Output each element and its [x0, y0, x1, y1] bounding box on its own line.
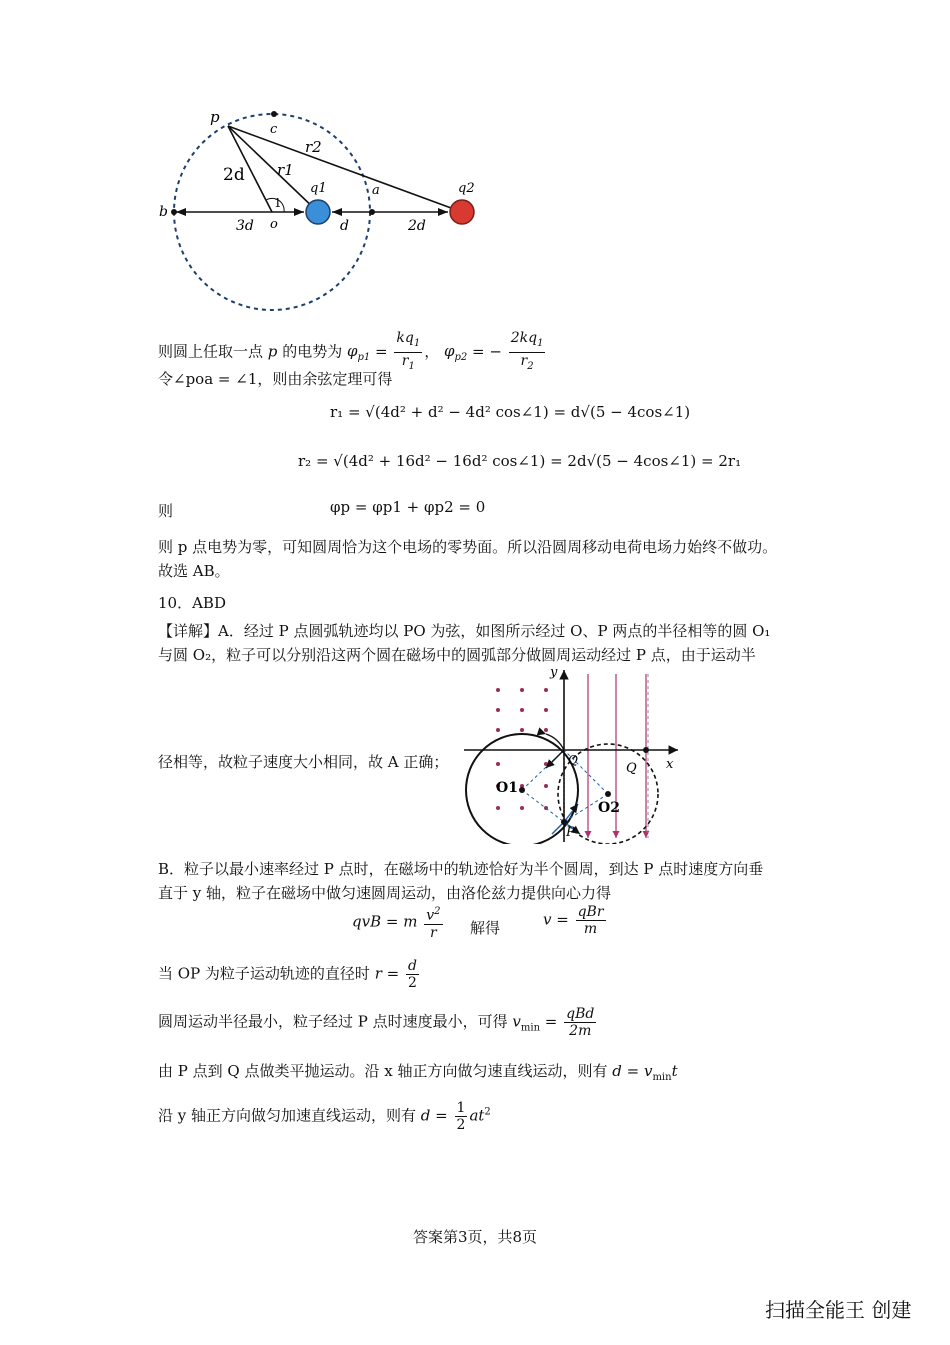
figure-magnetic-field: [460, 664, 690, 844]
label-c: c: [270, 122, 278, 137]
answer-line: 故选 AB。: [158, 562, 230, 580]
label-b: b: [159, 204, 168, 220]
ze-label: 则: [158, 502, 174, 520]
equation-phi: φp = φp1 + φp2 = 0: [330, 498, 486, 516]
label-a: a: [372, 183, 380, 198]
detail-line-3: 径相等，故粒子速度大小相同，故 A 正确；: [158, 753, 449, 771]
potential-line: 则圆上任取一点 p 的电势为 $\varphi_{p1}$ = $\frac{kq_1}{r_1}$ ， $\varphi_{p2}$ = − $\frac{2kq_1}{r_2}$: [158, 330, 544, 372]
label-q-origin: Q: [568, 753, 578, 767]
conclusion-line: 则 p 点电势为零，可知圆周恰为这个电场的零势面。所以沿圆周移动电荷电场力始终不做功。: [158, 538, 778, 556]
label-angle-1: 1: [274, 196, 282, 210]
label-q1: q1: [310, 181, 327, 196]
detail-line-1: 【详解】A．经过 P 点圆弧轨迹均以 PO 为弦，如图所示经过 O、P 两点的半径相等的圆 O₁: [158, 622, 771, 640]
charge-q1: [306, 200, 330, 224]
point-a: [369, 209, 375, 215]
angle-definition-line: 令∠poa = ∠1，则由余弦定理可得: [158, 370, 393, 388]
equation-v: v = $\frac{\text{qBr}}{m}$: [543, 904, 604, 937]
label-p: P: [566, 825, 575, 840]
charge-q2: [450, 200, 474, 224]
label-x: x: [666, 757, 674, 772]
label-3d: 3d: [236, 218, 254, 234]
label-2d: 2d: [223, 165, 245, 185]
label-p: p: [210, 108, 220, 126]
y-motion-line: 沿 y 轴正方向做匀加速直线运动，则有 d = $\frac{1}{2}$ $at^2$: [158, 1100, 491, 1133]
figure-charges-circle: [150, 100, 490, 320]
label-q: Q: [626, 761, 637, 776]
b-line-1: B．粒子以最小速率经过 P 点时，在磁场中的轨迹恰好为半个圆周，到达 P 点时速度方向垂: [158, 860, 764, 878]
label-o1: O1: [496, 780, 518, 796]
x-motion-line: 由 P 点到 Q 点做类平抛运动。沿 x 轴正方向做匀速直线运动，则有 $d = v_{min}t$: [158, 1062, 678, 1083]
line-p-q2: [228, 126, 462, 212]
scanner-watermark: 扫描全能王 创建: [765, 1298, 912, 1322]
label-r2: r2: [305, 138, 322, 156]
label-y: y: [550, 665, 558, 680]
point-b: [171, 209, 177, 215]
page-footer: 答案第3页，共8页: [412, 1228, 538, 1246]
question-10-answer: 10．ABD: [158, 594, 226, 612]
label-2d-right: 2d: [408, 218, 426, 234]
equation-lorentz: qvB = m $\frac{v^2}{r}$: [352, 906, 441, 941]
b-line-2: 直于 y 轴，粒子在磁场中做匀速圆周运动，由洛伦兹力提供向心力得: [158, 884, 612, 902]
equation-r2: r₂ = √(4d² + 16d² − 16d² cos∠1) = 2d√(5 − 4cos∠1) = 2r₁: [298, 452, 742, 470]
label-q2: q2: [458, 181, 475, 196]
jiede-label: 解得: [470, 919, 501, 937]
label-o: o: [270, 217, 278, 232]
diameter-line: 当 OP 为粒子运动轨迹的直径时 r = $\frac{d}{2}$: [158, 958, 417, 991]
min-speed-line: 圆周运动半径最小，粒子经过 P 点时速度最小，可得 $v_{min}$ = $\frac{\text{qBd}}{2m}$: [158, 1006, 595, 1039]
point-c: [271, 111, 277, 117]
label-d: d: [340, 218, 349, 234]
label-o2: O2: [598, 800, 620, 816]
label-r1: r1: [277, 161, 294, 179]
equation-r1: r₁ = √(4d² + d² − 4d² cos∠1) = d√(5 − 4cos∠1): [330, 403, 691, 421]
detail-line-2: 与圆 O₂，粒子可以分别沿这两个圆在磁场中的圆弧部分做圆周运动经过 P 点，由于运动半: [158, 646, 756, 664]
